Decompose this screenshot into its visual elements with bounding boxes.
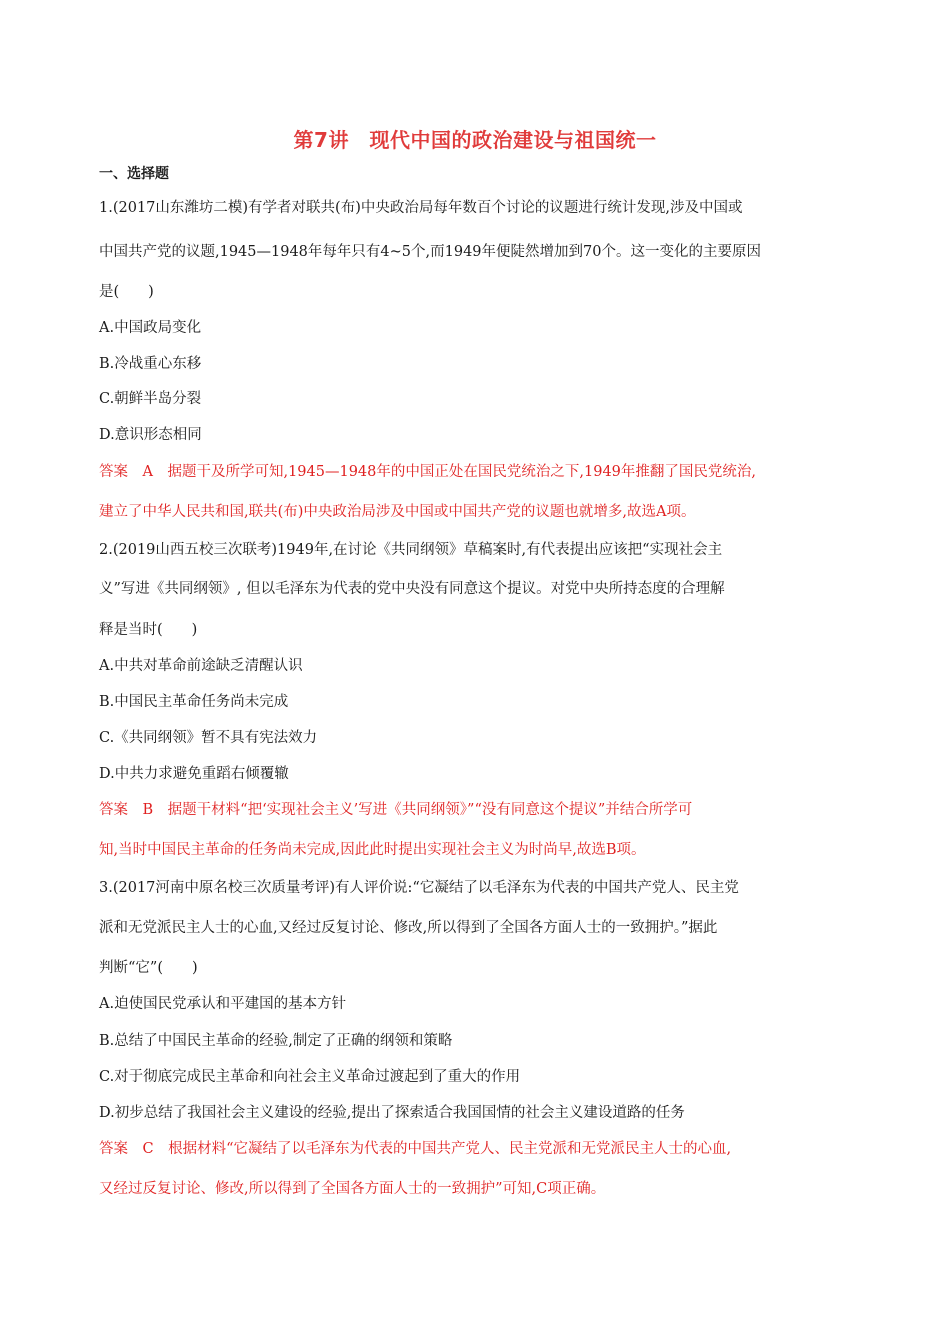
page-title: 第7讲 现代中国的政治建设与祖国统一 [293,128,657,152]
question-2-option-c: C.《共同纲领》暂不具有宪法效力 [99,730,318,746]
section-heading: 一、选择题 [99,166,169,182]
question-1-answer-line-2: 建立了中华人民共和国,联共(布)中央政治局涉及中国或中国共产党的议题也就增多,故选A项。 [99,504,696,520]
question-3-stem-line-2: 派和无党派民主人士的心血,又经过反复讨论、修改,所以得到了全国各方面人士的一致拥护。”据此 [99,920,718,936]
question-2-option-b: B.中国民主革命任务尚未完成 [99,694,289,710]
question-3-option-b: B.总结了中国民主革命的经验,制定了正确的纲领和策略 [99,1033,453,1049]
question-1-option-d: D.意识形态相同 [99,427,202,443]
question-2-answer-line-1: 答案 B 据题干材料“把‘实现社会主义’写进《共同纲领》”“没有同意这个提议”并结合所学可 [99,802,693,818]
question-3-option-d: D.初步总结了我国社会主义建设的经验,提出了探索适合我国国情的社会主义建设道路的任务 [99,1105,685,1121]
question-3-stem-line-1: 3.(2017河南中原名校三次质量考评)有人评价说:“它凝结了以毛泽东为代表的中国共产党人、民主党 [99,880,739,896]
question-1-stem-line-2: 中国共产党的议题,1945—1948年每年只有4~5个,而1949年便陡然增加到70个。这一变化的主要原因 [99,244,761,260]
question-1-answer-line-1: 答案 A 据题干及所学可知,1945—1948年的中国正处在国民党统治之下,1949年推翻了国民党统治, [99,464,756,480]
question-3-answer-line-2: 又经过反复讨论、修改,所以得到了全国各方面人士的一致拥护”可知,C项正确。 [99,1181,606,1197]
question-2-answer-line-2: 知,当时中国民主革命的任务尚未完成,因此此时提出实现社会主义为时尚早,故选B项。 [99,842,646,858]
question-1-stem-line-1: 1.(2017山东潍坊二模)有学者对联共(布)中央政治局每年数百个讨论的议题进行统计发现,涉及中国或 [99,200,743,216]
question-1-option-b: B.冷战重心东移 [99,356,202,372]
question-3-option-c: C.对于彻底完成民主革命和向社会主义革命过渡起到了重大的作用 [99,1069,521,1085]
question-2-option-a: A.中共对革命前途缺乏清醒认识 [99,658,303,674]
question-1-option-a: A.中国政局变化 [99,320,202,336]
question-2-option-d: D.中共力求避免重蹈右倾覆辙 [99,766,289,782]
question-2-stem-line-3: 释是当时( ) [99,622,198,638]
question-2-stem-line-2: 义”写进《共同纲领》, 但以毛泽东为代表的党中央没有同意这个提议。对党中央所持态度的合理解 [99,581,725,597]
question-3-stem-line-3: 判断“它”( ) [99,960,198,976]
question-3-option-a: A.迫使国民党承认和平建国的基本方针 [99,996,347,1012]
question-1-stem-line-3: 是( ) [99,284,154,300]
question-3-answer-line-1: 答案 C 根据材料“它凝结了以毛泽东为代表的中国共产党人、民主党派和无党派民主人士的心血, [99,1141,732,1157]
question-2-stem-line-1: 2.(2019山西五校三次联考)1949年,在讨论《共同纲领》草稿案时,有代表提出应该把“实现社会主 [99,542,723,558]
question-1-option-c: C.朝鲜半岛分裂 [99,391,202,407]
